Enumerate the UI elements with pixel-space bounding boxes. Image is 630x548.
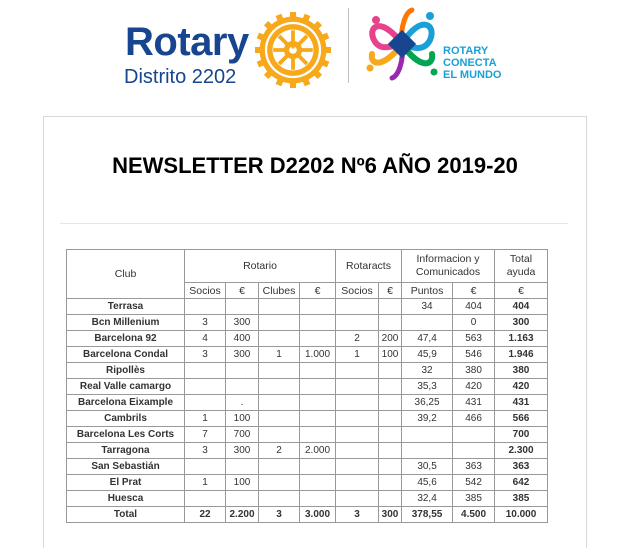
- table-cell: [226, 459, 259, 475]
- club-name-cell: Real Valle camargo: [67, 379, 185, 395]
- table-header-row: [67, 250, 548, 283]
- table-cell: 404: [453, 299, 495, 315]
- table-cell: [453, 443, 495, 459]
- total-cell: 380: [495, 363, 548, 379]
- table-cell: [379, 315, 402, 331]
- total-cell: 1.946: [495, 347, 548, 363]
- total-cell: 431: [495, 395, 548, 411]
- table-cell: 300: [226, 315, 259, 331]
- table-cell: [300, 299, 336, 315]
- table-cell: 1: [185, 475, 226, 491]
- table-cell: [185, 379, 226, 395]
- col-total-header: Total ayuda: [495, 250, 548, 283]
- table-cell: [259, 299, 300, 315]
- table-cell: [259, 331, 300, 347]
- table-cell: [379, 475, 402, 491]
- subheader-clubes: Clubes: [259, 283, 300, 299]
- table-body: [67, 299, 548, 523]
- table-cell: 200: [379, 331, 402, 347]
- total-cell: 385: [495, 491, 548, 507]
- table-cell: [336, 379, 379, 395]
- table-row: [67, 363, 548, 379]
- table-cell: 4: [185, 331, 226, 347]
- table-cell: 45,6: [402, 475, 453, 491]
- table-cell: 542: [453, 475, 495, 491]
- total-cell: 363: [495, 459, 548, 475]
- club-name-cell: Barcelona 92: [67, 331, 185, 347]
- table-cell: 7: [185, 427, 226, 443]
- total-cell: 2.300: [495, 443, 548, 459]
- subheader-euro: €: [226, 283, 259, 299]
- table-row: [67, 347, 548, 363]
- table-cell: [300, 411, 336, 427]
- table-row: [67, 315, 548, 331]
- table-cell: [336, 491, 379, 507]
- newsletter-title: NEWSLETTER D2202 Nº6 AÑO 2019-20: [112, 153, 518, 178]
- club-name-cell: Terrasa: [67, 299, 185, 315]
- table-cell: 1: [336, 347, 379, 363]
- table-cell: [300, 427, 336, 443]
- table-cell: 1: [185, 411, 226, 427]
- table-cell: [300, 331, 336, 347]
- table-cell: 32: [402, 363, 453, 379]
- table-cell: [259, 379, 300, 395]
- table-cell: 363: [453, 459, 495, 475]
- table-row: [67, 459, 548, 475]
- table-cell: 546: [453, 347, 495, 363]
- table-cell: [185, 299, 226, 315]
- total-cell: 300: [495, 315, 548, 331]
- district-label: Distrito 2202: [124, 66, 237, 88]
- table-cell: [379, 395, 402, 411]
- subheader-puntos: Puntos: [402, 283, 453, 299]
- subheader-euro: €: [453, 283, 495, 299]
- table-cell: 2.200: [226, 507, 259, 523]
- table-cell: 700: [226, 427, 259, 443]
- table-cell: 2: [259, 443, 300, 459]
- table-cell: 30,5: [402, 459, 453, 475]
- table-cell: .: [226, 395, 259, 411]
- total-cell: 10.000: [495, 507, 548, 523]
- table-cell: 3: [185, 315, 226, 331]
- club-name-cell: Barcelona Condal: [67, 347, 185, 363]
- table-cell: [336, 475, 379, 491]
- table-cell: [336, 299, 379, 315]
- table-cell: [226, 299, 259, 315]
- table-cell: 431: [453, 395, 495, 411]
- table-total-row: [67, 507, 548, 523]
- table-cell: 300: [226, 347, 259, 363]
- total-cell: 1.163: [495, 331, 548, 347]
- table-cell: 100: [379, 347, 402, 363]
- subheader-socios: Socios: [336, 283, 379, 299]
- club-name-cell: Barcelona Les Corts: [67, 427, 185, 443]
- table-row: [67, 299, 548, 315]
- club-name-cell: Barcelona Eixample: [67, 395, 185, 411]
- table-cell: [259, 395, 300, 411]
- table-cell: [402, 443, 453, 459]
- table-cell: [402, 315, 453, 331]
- table-cell: 420: [453, 379, 495, 395]
- table-cell: [336, 315, 379, 331]
- table-cell: [226, 379, 259, 395]
- table-cell: [259, 411, 300, 427]
- subheader-socios: Socios: [185, 283, 226, 299]
- club-name-cell: Tarragona: [67, 443, 185, 459]
- table-cell: [379, 299, 402, 315]
- table-cell: [379, 363, 402, 379]
- table-row: [67, 491, 548, 507]
- table-cell: [300, 315, 336, 331]
- table-cell: [379, 491, 402, 507]
- table-cell: 0: [453, 315, 495, 331]
- table-cell: 32,4: [402, 491, 453, 507]
- table-cell: [379, 379, 402, 395]
- table-cell: 3: [185, 443, 226, 459]
- table-row: [67, 427, 548, 443]
- table-cell: [336, 363, 379, 379]
- table-cell: [185, 459, 226, 475]
- table-cell: [402, 427, 453, 443]
- table-cell: 400: [226, 331, 259, 347]
- table-cell: 3: [336, 507, 379, 523]
- club-name-cell: Ripollès: [67, 363, 185, 379]
- table-cell: 47,4: [402, 331, 453, 347]
- table-cell: [226, 491, 259, 507]
- table-cell: 36,25: [402, 395, 453, 411]
- rotary-wheel-icon: [255, 12, 331, 88]
- table-cell: 22: [185, 507, 226, 523]
- table-cell: 35,3: [402, 379, 453, 395]
- table-cell: [259, 459, 300, 475]
- table-cell: 2: [336, 331, 379, 347]
- table-cell: [185, 491, 226, 507]
- table-cell: [379, 443, 402, 459]
- table-cell: [259, 475, 300, 491]
- table-cell: [336, 395, 379, 411]
- subheader-euro: €: [379, 283, 402, 299]
- table-cell: 3.000: [300, 507, 336, 523]
- club-name-cell: Huesca: [67, 491, 185, 507]
- table-row: [67, 411, 548, 427]
- total-cell: 420: [495, 379, 548, 395]
- aid-table: [66, 249, 548, 523]
- table-cell: 385: [453, 491, 495, 507]
- table-cell: 563: [453, 331, 495, 347]
- newsletter-card: [43, 116, 587, 548]
- table-cell: [259, 491, 300, 507]
- table-cell: [336, 443, 379, 459]
- campaign-slogan: [443, 45, 501, 81]
- table-cell: [185, 363, 226, 379]
- table-cell: [300, 491, 336, 507]
- table-cell: 378,55: [402, 507, 453, 523]
- title-separator: [60, 223, 568, 224]
- total-cell: 566: [495, 411, 548, 427]
- table-cell: 300: [379, 507, 402, 523]
- table-cell: [379, 459, 402, 475]
- table-cell: 100: [226, 475, 259, 491]
- rotary-conecta-logo-icon: [362, 6, 442, 82]
- table-cell: [336, 459, 379, 475]
- table-cell: 1.000: [300, 347, 336, 363]
- header-divider: [348, 8, 349, 83]
- club-name-cell: Total: [67, 507, 185, 523]
- table-cell: [336, 411, 379, 427]
- club-name-cell: San Sebastián: [67, 459, 185, 475]
- col-rotario-header: Rotario: [185, 250, 336, 283]
- table-cell: 2.000: [300, 443, 336, 459]
- col-club-header: Club: [67, 250, 185, 299]
- table-cell: 4.500: [453, 507, 495, 523]
- table-cell: 100: [226, 411, 259, 427]
- table-cell: [300, 475, 336, 491]
- col-rotaracts-header: Rotaracts: [336, 250, 402, 283]
- table-cell: [259, 315, 300, 331]
- campaign-line-1: ROTARY: [443, 45, 489, 57]
- subheader-euro: €: [300, 283, 336, 299]
- table-row: [67, 379, 548, 395]
- subheader-euro: €: [495, 283, 548, 299]
- table-cell: 466: [453, 411, 495, 427]
- table-cell: [300, 363, 336, 379]
- table-cell: 300: [226, 443, 259, 459]
- col-info-header: Informacion y Comunicados: [402, 250, 495, 283]
- table-cell: [379, 411, 402, 427]
- club-name-cell: Cambrils: [67, 411, 185, 427]
- total-cell: 404: [495, 299, 548, 315]
- table-cell: [259, 363, 300, 379]
- table-row: [67, 395, 548, 411]
- table-cell: 39,2: [402, 411, 453, 427]
- table-cell: [185, 395, 226, 411]
- table-cell: [300, 379, 336, 395]
- rotary-wordmark: Rotary: [125, 20, 249, 64]
- campaign-line-2: CONECTA: [443, 57, 497, 69]
- club-name-cell: Bcn Millenium: [67, 315, 185, 331]
- table-cell: 45,9: [402, 347, 453, 363]
- table-cell: 380: [453, 363, 495, 379]
- table-cell: 1: [259, 347, 300, 363]
- table-cell: [300, 459, 336, 475]
- table-cell: [226, 363, 259, 379]
- total-cell: 700: [495, 427, 548, 443]
- page-header: [0, 0, 630, 100]
- table-cell: 3: [185, 347, 226, 363]
- table-cell: [300, 395, 336, 411]
- club-name-cell: El Prat: [67, 475, 185, 491]
- table-row: [67, 331, 548, 347]
- total-cell: 642: [495, 475, 548, 491]
- table-cell: 34: [402, 299, 453, 315]
- table-cell: [379, 427, 402, 443]
- aid-table-wrapper: [66, 249, 548, 523]
- table-cell: 3: [259, 507, 300, 523]
- table-row: [67, 475, 548, 491]
- table-cell: [453, 427, 495, 443]
- table-row: [67, 443, 548, 459]
- campaign-line-3: EL MUNDO: [443, 69, 502, 81]
- table-cell: [336, 427, 379, 443]
- table-cell: [259, 427, 300, 443]
